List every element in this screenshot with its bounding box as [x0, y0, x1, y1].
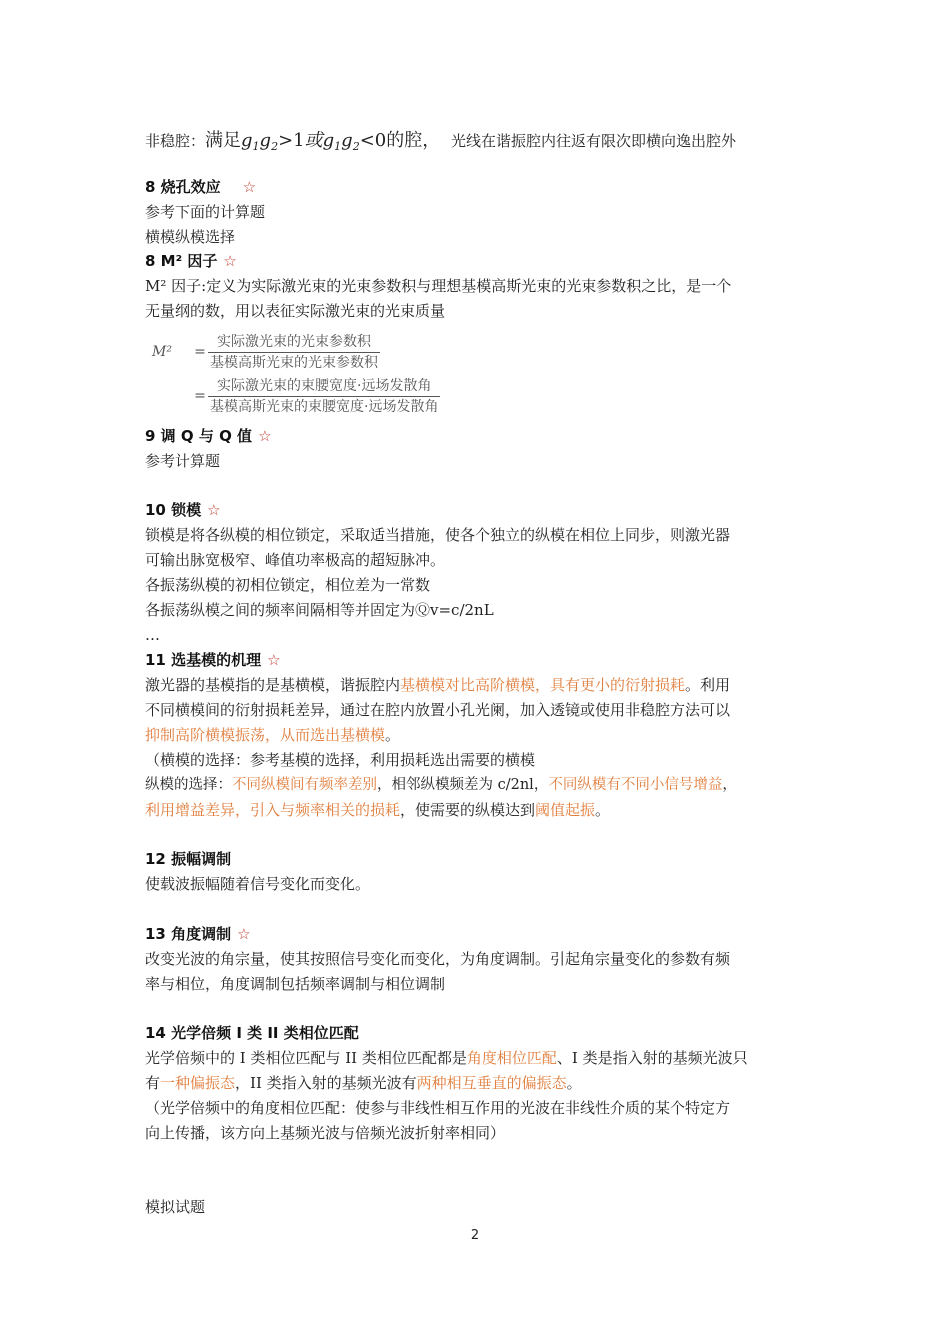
heading-mode-locking: [145, 498, 221, 523]
star-icon: ☆: [242, 178, 257, 196]
formula-equals: =: [194, 388, 206, 404]
paragraph-line: 锁模是将各纵模的相位锁定，采取适当措施，使各个独立的纵模在相位上同步，则激光器: [145, 526, 731, 544]
paragraph-line: 纵模的选择：不同纵模间有频率差别，相邻纵模频差为 c/2nl，不同纵模有不同小信号增益，: [145, 777, 737, 793]
heading-text: 10 锁模: [145, 501, 202, 519]
highlight-text: 角度相位匹配: [466, 1049, 557, 1067]
star-icon: ☆: [258, 427, 272, 445]
paragraph-line: 利用增益差异，引入与频率相关的损耗，使需要的纵模达到阈值起振。: [145, 801, 611, 819]
heading-amplitude-modulation: [145, 847, 231, 872]
paragraph-line: 激光器的基模指的是基横模，谐振腔内基横模对比高阶横模，具有更小的衍射损耗。利用: [145, 676, 731, 694]
unstable-desc: 光线在谐振腔内往返有限次即横向逸出腔外: [451, 132, 737, 150]
g1g2-expr-2: $g_1g_2$: [322, 130, 360, 153]
formula-line-1: [152, 330, 440, 374]
paragraph-line: 各振荡纵模之间的频率间隔相等并固定为Ⓠv=c/2nL: [145, 601, 494, 619]
paragraph-line: 参考计算题: [145, 452, 221, 470]
paragraph-line: 参考下面的计算题: [145, 203, 266, 221]
highlight-text: 阈值起振: [535, 801, 596, 819]
paragraph-line: 可输出脉宽极窄、峰值功率极高的超短脉冲。: [145, 551, 446, 569]
formula-line-2: [152, 374, 440, 418]
eq-gt: >1: [278, 130, 305, 151]
heading-phase-matching: [145, 1021, 359, 1046]
fraction-numerator: 实际激光束的光束参数积: [208, 332, 380, 353]
heading-text: 11 选基模的机理: [145, 651, 262, 669]
heading-angle-modulation: [145, 922, 251, 947]
highlight-text: 一种偏振态: [160, 1074, 236, 1092]
paragraph-line: 率与相位，角度调制包括频率调制与相位调制: [145, 975, 446, 993]
star-icon: ☆: [223, 252, 237, 270]
heading-text: 9 调 Q 与 Q 值: [145, 427, 253, 445]
paragraph-line: （横模的选择：参考基模的选择，利用损耗选出需要的横模: [145, 751, 536, 769]
fraction-numerator: 实际激光束的束腰宽度·远场发散角: [208, 376, 440, 397]
formula-lhs: M²: [152, 344, 172, 360]
fraction-denominator: 基模高斯光束的束腰宽度·远场发散角: [210, 398, 439, 415]
paragraph-line: 抑制高阶横模振荡，从而选出基横模。: [145, 726, 401, 744]
highlight-text: 不同纵模间有频率差别: [232, 777, 377, 793]
heading-text: 8 M² 因子: [145, 252, 218, 270]
unstable-label: 非稳腔：: [145, 132, 206, 150]
heading-text: 13 角度调制: [145, 925, 232, 943]
heading-text: 8 烧孔效应: [145, 178, 221, 196]
highlight-text: 不同纵模有不同小信号增益: [548, 777, 723, 793]
unstable-cavity-line: [145, 128, 820, 159]
heading-text: 14 光学倍频 I 类 II 类相位匹配: [145, 1024, 359, 1042]
page-number: 2: [470, 1228, 480, 1243]
paragraph-line: 光学倍频中的 I 类相位匹配与 II 类相位匹配都是角度相位匹配、I 类是指入射的基频光波只: [145, 1049, 748, 1067]
eq-or: 或: [304, 130, 323, 151]
paragraph-line: …: [145, 626, 160, 644]
heading-hole-burning: [145, 175, 256, 200]
paragraph-line: 无量纲的数，用以表征实际激光束的光束质量: [145, 302, 446, 320]
paragraph-line: （光学倍频中的角度相位匹配：使参与非线性相互作用的光波在非线性介质的某个特定方: [145, 1099, 731, 1117]
heading-text: 12 振幅调制: [145, 850, 232, 868]
paragraph-line: 改变光波的角宗量，使其按照信号变化而变化，为角度调制。引起角宗量变化的参数有频: [145, 950, 731, 968]
star-icon: ☆: [267, 651, 281, 669]
star-icon: ☆: [237, 925, 251, 943]
heading-fundamental-mode: [145, 648, 281, 673]
formula-equals: =: [194, 344, 206, 360]
highlight-text: 利用增益差异，引入与频率相关的损耗: [145, 801, 401, 819]
star-icon: ☆: [207, 501, 221, 519]
g1g2-expr: $g_1g_2$: [241, 130, 279, 153]
fraction-2: [208, 376, 440, 417]
highlight-text: 抑制高阶横模振荡，从而选出基横模: [145, 726, 386, 744]
paragraph-line: M² 因子:定义为实际激光束的光束参数积与理想基模高斯光束的光束参数积之比，是一个: [145, 277, 732, 295]
paragraph-line: 使载波振幅随着信号变化而变化。: [145, 875, 371, 893]
highlight-text: 两种相互垂直的偏振态: [416, 1074, 567, 1092]
paragraph-line: 向上传播，该方向上基频光波与倍频光波折射率相同）: [145, 1124, 506, 1142]
paragraph-line: 有一种偏振态，II 类指入射的基频光波有两种相互垂直的偏振态。: [145, 1074, 582, 1092]
eq-prefix: 满足: [205, 130, 242, 151]
paragraph-line: 不同横模间的衍射损耗差异，通过在腔内放置小孔光阑，加入透镜或使用非稳腔方法可以: [145, 701, 731, 719]
heading-m2-factor: [145, 249, 237, 274]
fraction-denominator: 基模高斯光束的光束参数积: [210, 354, 378, 371]
eq-lt: <0的腔，: [359, 130, 441, 151]
heading-q-switching: [145, 424, 272, 449]
highlight-text: 基横模对比高阶横模，具有更小的衍射损耗: [400, 676, 686, 694]
paragraph-line: 各振荡纵模的初相位锁定，相位差为一常数: [145, 576, 431, 594]
fraction-1: [208, 332, 380, 373]
mock-exam-label: 模拟试题: [145, 1198, 206, 1216]
m2-formula: [152, 330, 440, 418]
paragraph-line: 横模纵模选择: [145, 228, 236, 246]
